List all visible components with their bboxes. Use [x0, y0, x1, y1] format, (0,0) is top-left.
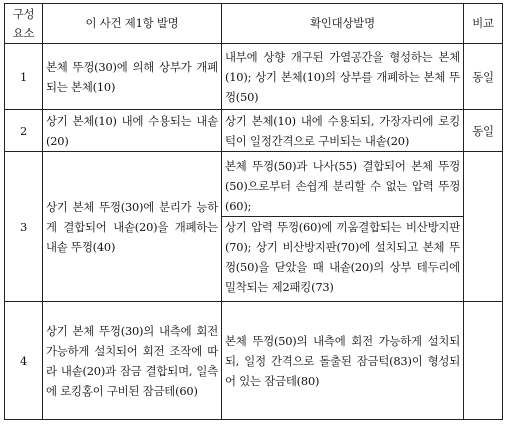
- note-cell: 동일: [464, 110, 503, 152]
- table-header-row: [5, 4, 503, 44]
- comparison-table: [4, 3, 503, 420]
- note-cell: 동일: [464, 44, 503, 110]
- table-row: [5, 44, 503, 110]
- row-number: 3: [5, 152, 43, 302]
- comparison-part-a: 본체 뚜껑(50)과 나사(55) 결합되어 본체 뚜껑(50)으로부터 손쉽게 분리할 수 없는 압력 뚜껑(60);: [225, 159, 460, 213]
- invention-cell: 본체 뚜껑(30)에 의해 상부가 개폐되는 본체(10): [43, 44, 222, 110]
- comparison-cell: 본체 뚜껑(50)의 내측에 회전 가능하게 설치되되, 일정 간격으로 돌출된 잠금턱(83)이 형성되어 있는 잠금테(80): [222, 302, 464, 420]
- invention-cell: 상기 본체 뚜껑(30)에 분리가 능하게 결합되어 내솥(20)을 개폐하는 내솥 뚜껑(40): [43, 152, 222, 302]
- table-row: [5, 152, 503, 302]
- comparison-cell: [222, 152, 464, 302]
- table-row: [5, 110, 503, 152]
- note-cell: [464, 152, 503, 302]
- row-number: 1: [5, 44, 43, 110]
- header-component-text: 구성 요소: [12, 6, 35, 40]
- note-cell: [464, 302, 503, 420]
- header-invention: 이 사건 제1항 발명: [43, 4, 222, 44]
- comparison-cell: 상기 본체(10) 내에 수용되되, 가장자리에 로킹턱이 일정간격으로 구비되는 내솥(20): [222, 110, 464, 152]
- header-note: 비교: [464, 4, 503, 44]
- comparison-cell: 내부에 상향 개구된 가열공간을 형성하는 본체(10); 상기 본체(10)의 상부를 개폐하는 본체 뚜껑(50): [222, 44, 464, 110]
- header-comparison: 확인대상발명: [222, 4, 464, 44]
- row-number: 2: [5, 110, 43, 152]
- comparison-part-b: 상기 압력 뚜껑(60)에 끼움결합되는 비산방지판(70); 상기 비산방지판(70)에 설치되고 본체 뚜껑(50)을 닫았을 때 내솥(20)의 상부 테두리에 밀착되는 제2패킹(73): [225, 220, 460, 294]
- header-component: [5, 4, 43, 44]
- invention-cell: 상기 본체 뚜껑(30)의 내측에 회전 가능하게 설치되어 회전 조작에 따라 내솥(20)과 잠금 결합되며, 일측에 로킹홈이 구비된 잠금테(60): [43, 302, 222, 420]
- table-row: [5, 302, 503, 420]
- row-number: 4: [5, 302, 43, 420]
- invention-cell: 상기 본체(10) 내에 수용되는 내솥(20): [43, 110, 222, 152]
